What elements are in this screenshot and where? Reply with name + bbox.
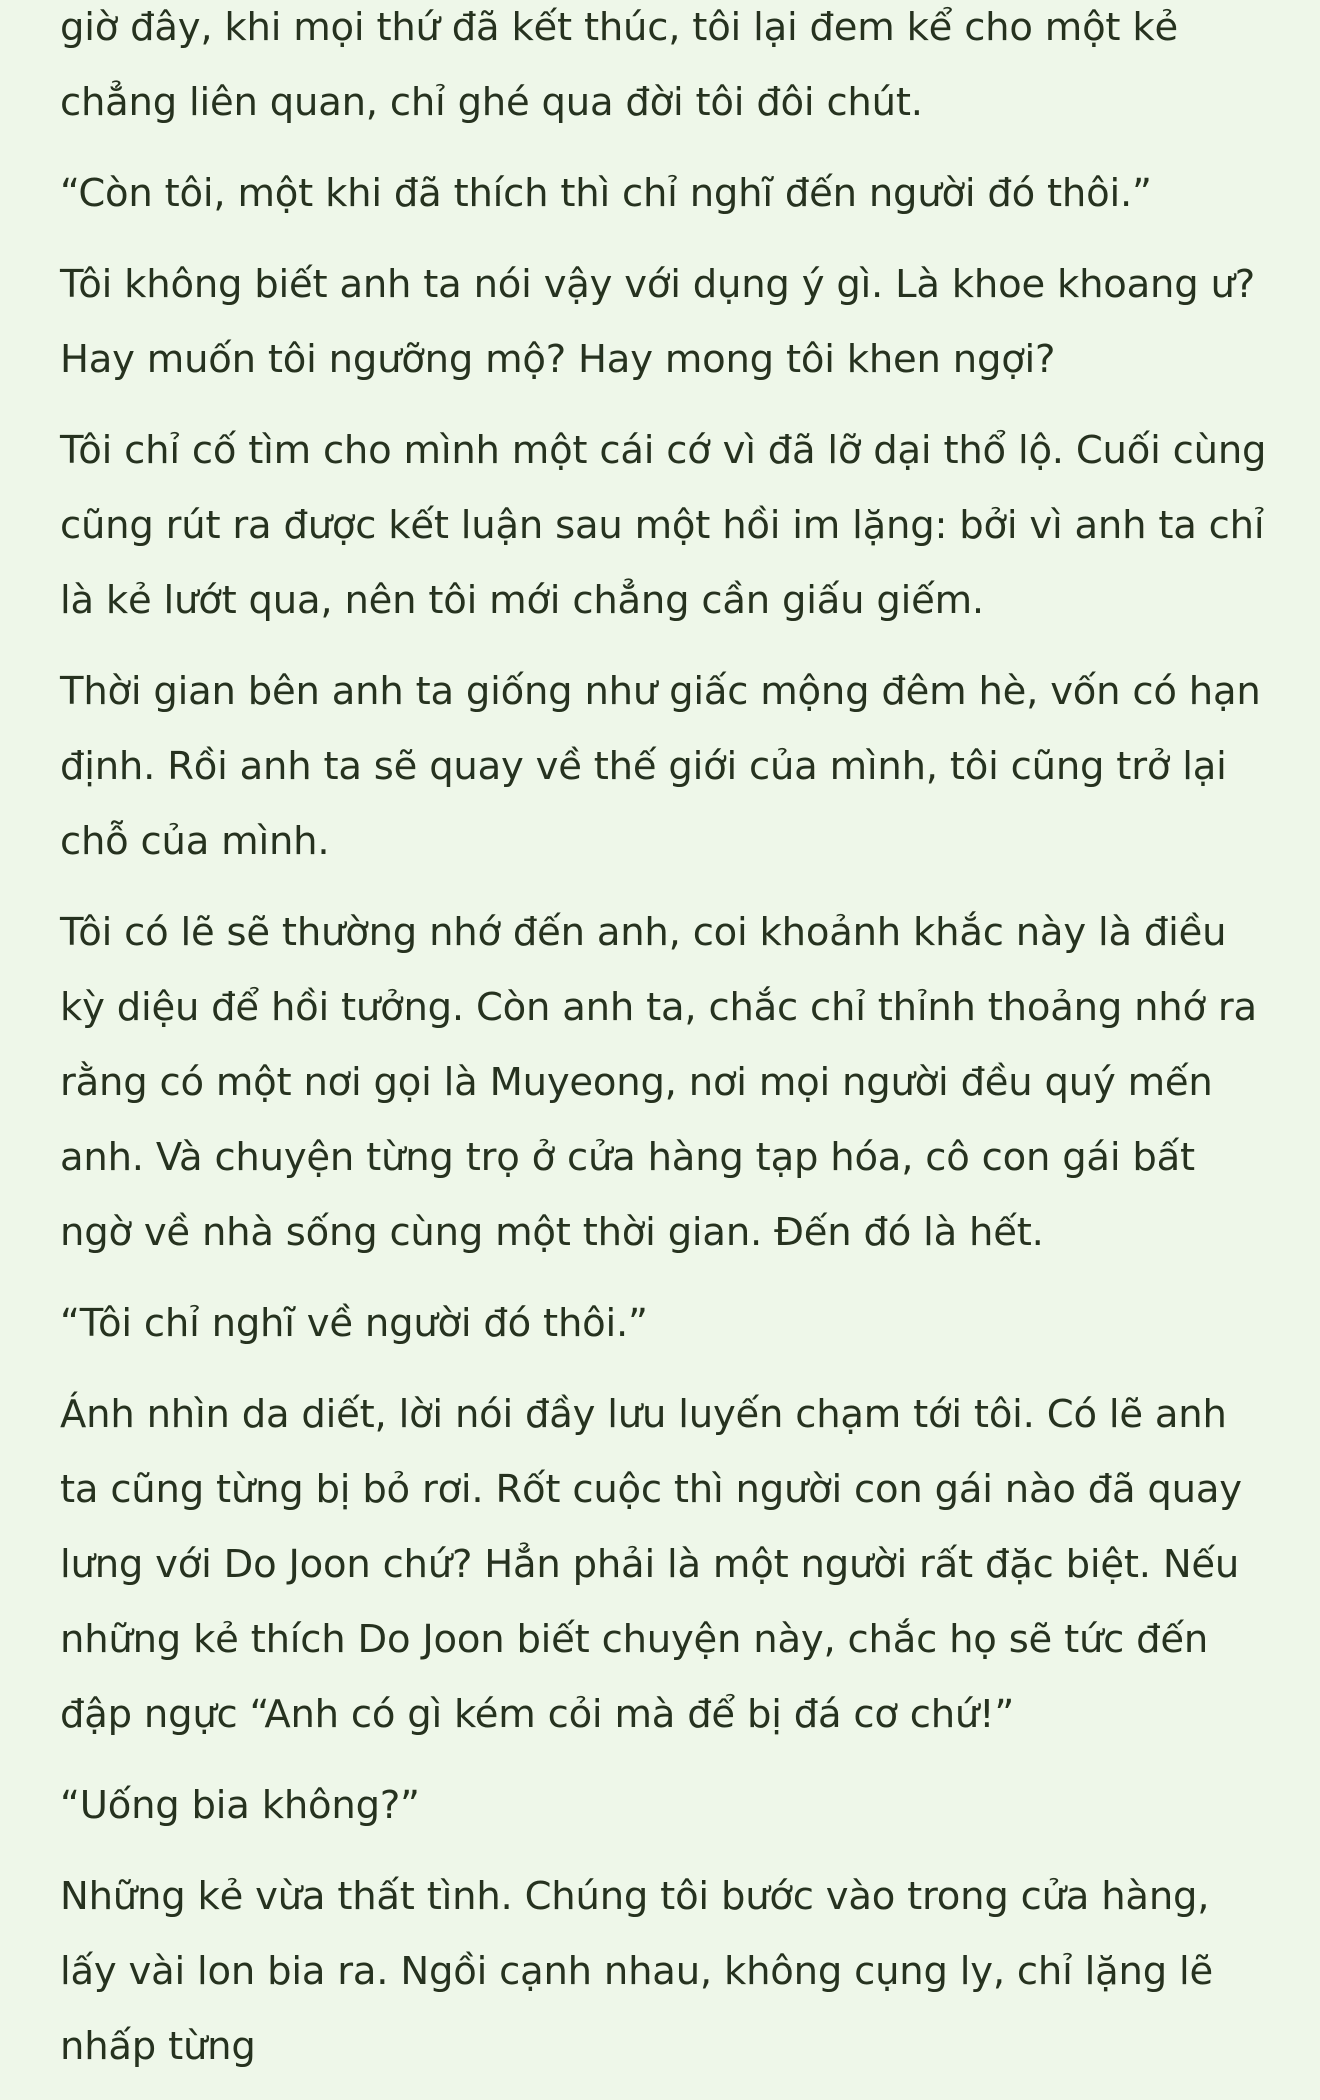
story-text <box>60 0 1270 2100</box>
paragraph: Tôi không biết anh ta nói vậy với dụng ý gì. Là khoe khoang ư? Hay muốn tôi ngưỡng mộ? Hay mong tôi khen ngợi? <box>60 262 1255 382</box>
paragraph: “Uống bia không?” <box>60 1783 420 1828</box>
paragraph: Những kẻ vừa thất tình. Chúng tôi bước vào trong cửa hàng, lấy vài lon bia ra. Ngồi cạnh nhau, không cụng ly, chỉ lặng lẽ nhấp từng <box>60 1874 1213 2069</box>
paragraph: “Tôi chỉ nghĩ về người đó thôi.” <box>60 1301 648 1346</box>
paragraph: “Còn tôi, một khi đã thích thì chỉ nghĩ đến người đó thôi.” <box>60 171 1152 216</box>
paragraph: Thời gian bên anh ta giống như giấc mộng đêm hè, vốn có hạn định. Rồi anh ta sẽ quay về thế giới của mình, tôi cũng trở lại chỗ của mình. <box>60 669 1261 864</box>
paragraph: Tôi có lẽ sẽ thường nhớ đến anh, coi khoảnh khắc này là điều kỳ diệu để hồi tưởng. Còn anh ta, chắc chỉ thỉnh thoảng nhớ ra rằng có một nơi gọi là Muyeong, nơi mọi người đều quý mến anh. Và chuyện từng trọ ở cửa hàng tạp hóa, cô con gái bất ngờ về nhà sống cùng một thời gian. Đến đó là hết. <box>60 910 1257 1255</box>
paragraph: giờ đây, khi mọi thứ đã kết thúc, tôi lại đem kể cho một kẻ chẳng liên quan, chỉ ghé qua đời tôi đôi chút. <box>60 5 1178 125</box>
paragraph: Ánh nhìn da diết, lời nói đầy lưu luyến chạm tới tôi. Có lẽ anh ta cũng từng bị bỏ rơi. Rốt cuộc thì người con gái nào đã quay lưng với Do Joon chứ? Hẳn phải là một người rất đặc biệt. Nếu những kẻ thích Do Joon biết chuyện này, chắc họ sẽ tức đến đập ngực “Anh có gì kém cỏi mà để bị đá cơ chứ!” <box>60 1392 1242 1737</box>
paragraph: Tôi chỉ cố tìm cho mình một cái cớ vì đã lỡ dại thổ lộ. Cuối cùng cũng rút ra được kết luận sau một hồi im lặng: bởi vì anh ta chỉ là kẻ lướt qua, nên tôi mới chẳng cần giấu giếm. <box>60 428 1267 623</box>
